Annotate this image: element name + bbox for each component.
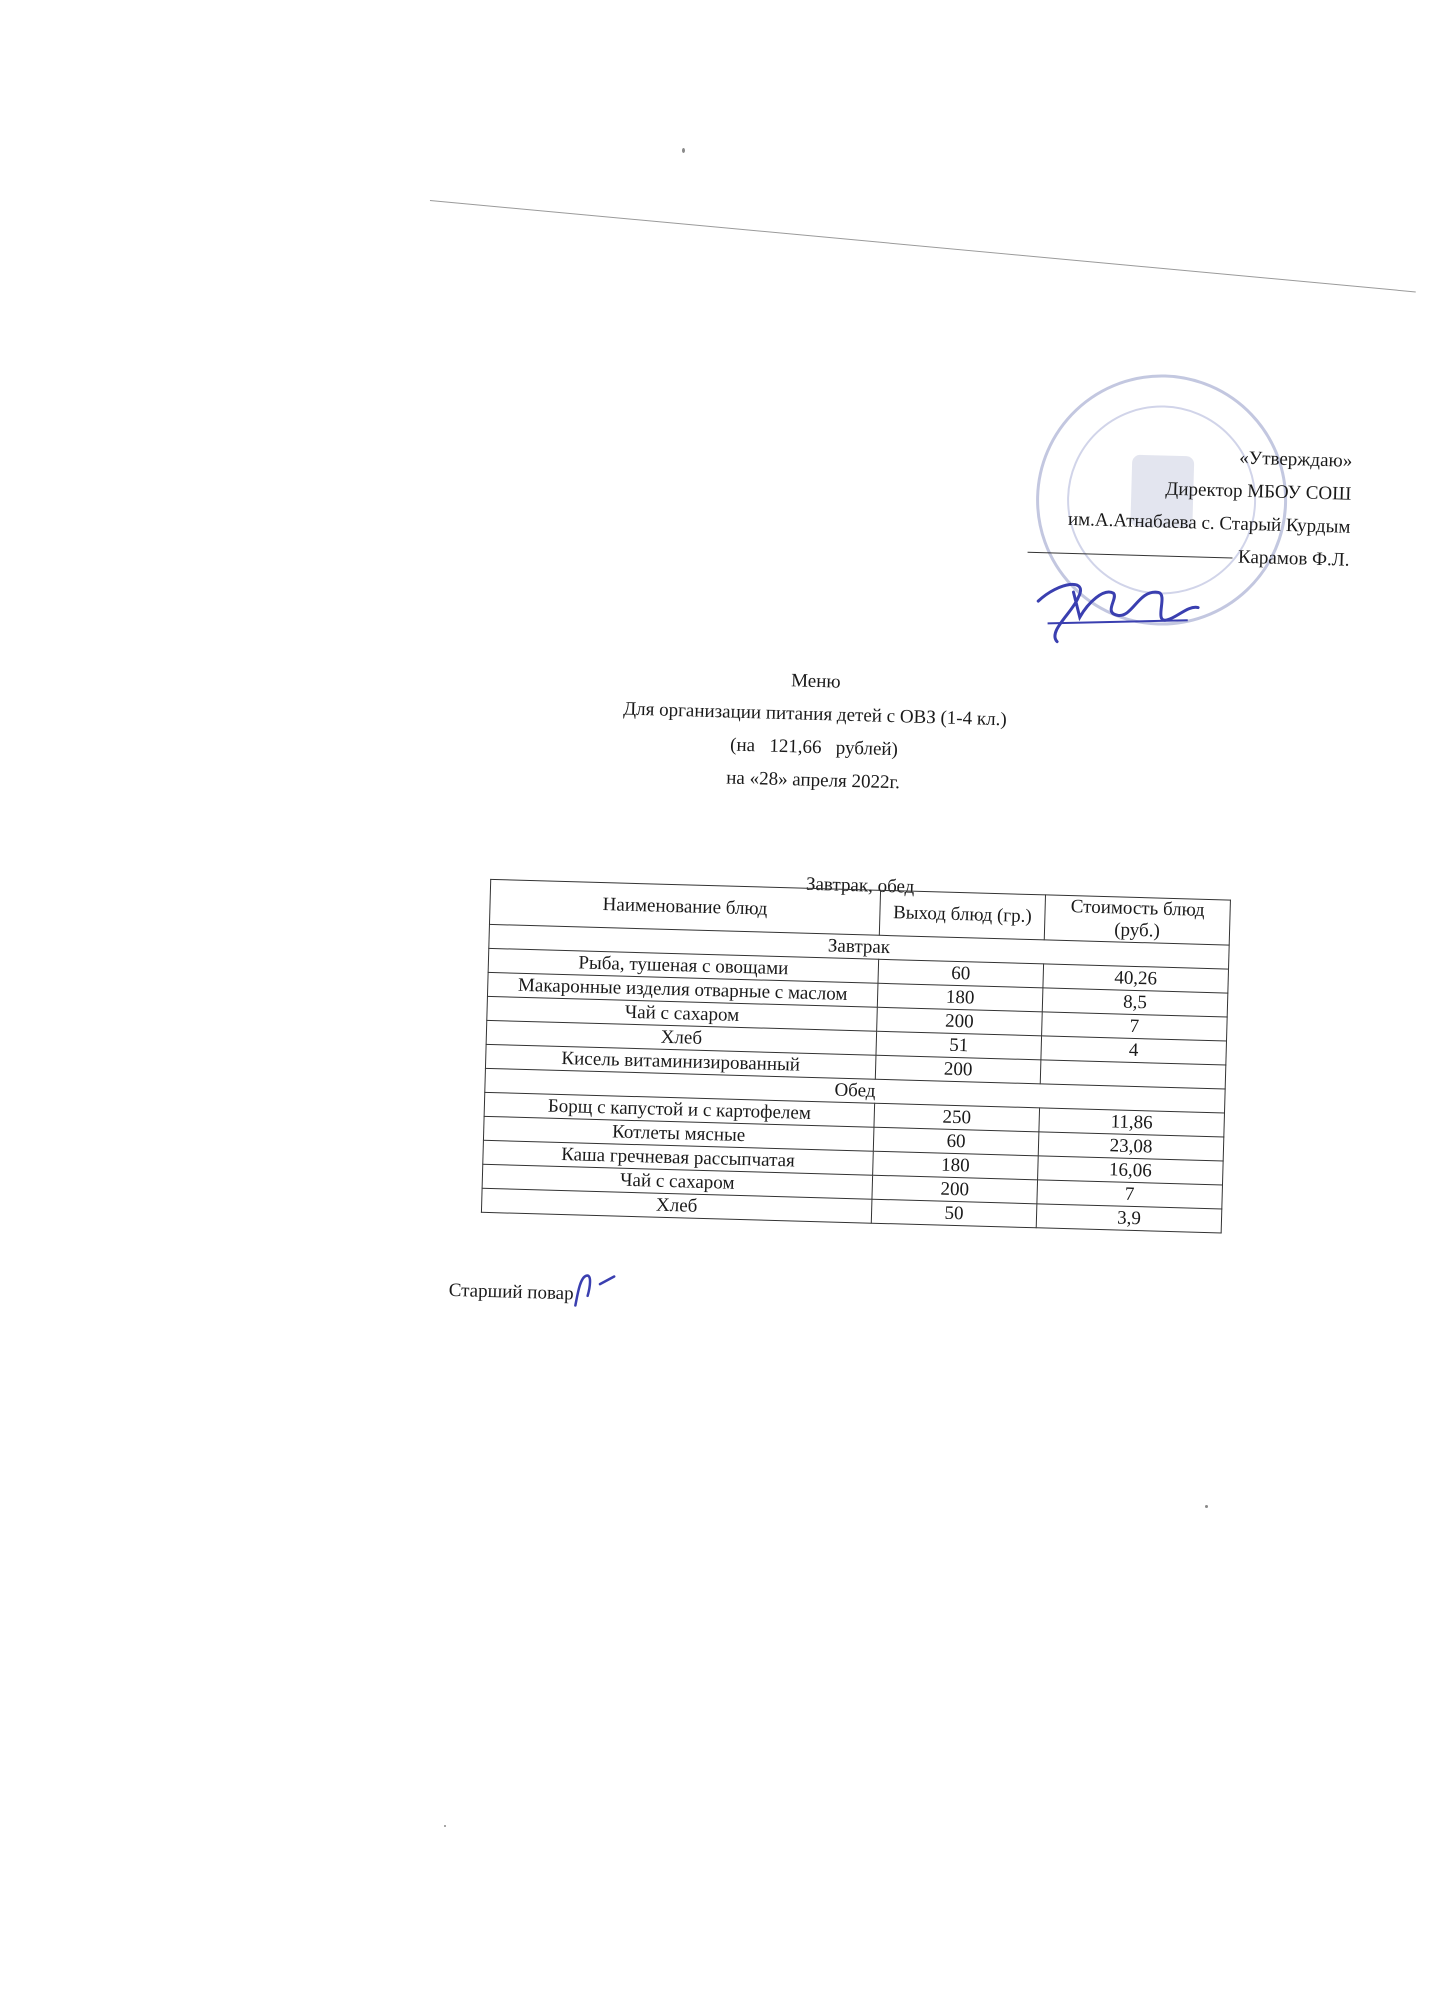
dish-name: Хлеб (486, 1020, 877, 1055)
approval-stamp: «Утверждаю» (1239, 447, 1353, 472)
approval-position: Директор МБОУ СОШ (1165, 478, 1352, 505)
dish-weight: 51 (876, 1031, 1042, 1060)
dish-name: Борщ с капустой и с картофелем (484, 1092, 875, 1127)
menu-heading: Меню (790, 670, 841, 693)
dish-name: Кисель витаминизированный (485, 1044, 876, 1079)
dish-name: Чай с сахаром (487, 996, 878, 1031)
dish-price: 40,26 (1043, 964, 1229, 993)
breakfast-label: Завтрак (489, 924, 1229, 969)
dish-weight: 180 (873, 1151, 1039, 1180)
dish-weight: 200 (875, 1055, 1041, 1084)
lunch-label: Обед (485, 1068, 1225, 1113)
dish-weight: 200 (872, 1175, 1038, 1204)
header-price: Стоимость блюд (руб.) (1044, 895, 1230, 945)
dish-weight: 60 (878, 959, 1044, 988)
document-page (434, 350, 1354, 1474)
dish-name: Макаронные изделия отварные с маслом (487, 972, 878, 1007)
scan-speck (1205, 1505, 1208, 1508)
dish-price: 8,5 (1042, 988, 1228, 1017)
dish-price: 16,06 (1038, 1156, 1224, 1185)
dish-price: 4 (1041, 1036, 1227, 1065)
menu-title-block (583, 659, 1047, 804)
dish-weight: 180 (877, 983, 1043, 1012)
menu-cost: (на 121,66 рублей) (729, 734, 899, 761)
dish-name: Каша гречневая рассыпчатая (483, 1140, 874, 1175)
dish-name: Чай с сахаром (482, 1164, 873, 1199)
dish-name: Котлеты мясные (483, 1116, 874, 1151)
menu-date: на «28» апреля 2022г. (725, 767, 901, 794)
dish-name: Рыба, тушеная с овощами (488, 948, 879, 983)
scan-speck (444, 1825, 446, 1827)
dish-weight: 250 (874, 1103, 1040, 1132)
header-name: Наименование блюд (489, 879, 880, 935)
menu-purpose: Для организации питания детей с ОВЗ (1-4 кл.) (622, 698, 1007, 731)
header-weight: Выход блюд (гр.) (879, 890, 1045, 940)
approval-block (929, 433, 1353, 577)
director-signature (1017, 561, 1209, 656)
dish-price: 7 (1037, 1180, 1223, 1209)
dish-weight: 50 (871, 1199, 1037, 1228)
signature-line (1027, 551, 1232, 559)
dish-weight: 60 (873, 1127, 1039, 1156)
table-caption: Завтрак, обед (805, 873, 915, 898)
dish-price: 11,86 (1039, 1108, 1225, 1137)
dish-name: Хлеб (481, 1188, 872, 1223)
menu-table (481, 879, 1231, 1234)
scan-speck (682, 148, 685, 153)
chef-label: Старший повар (448, 1279, 574, 1305)
dish-price: 7 (1042, 1012, 1228, 1041)
dish-weight: 200 (877, 1007, 1043, 1036)
page-top-rule (430, 200, 1416, 292)
dish-price: 3,9 (1036, 1204, 1222, 1233)
chef-signature (565, 1263, 626, 1315)
dish-price: 23,08 (1038, 1132, 1224, 1161)
approval-name: Карамов Ф.Л. (1237, 546, 1350, 571)
approval-school: им.А.Атнабаева с. Старый Курдым (1067, 508, 1351, 538)
